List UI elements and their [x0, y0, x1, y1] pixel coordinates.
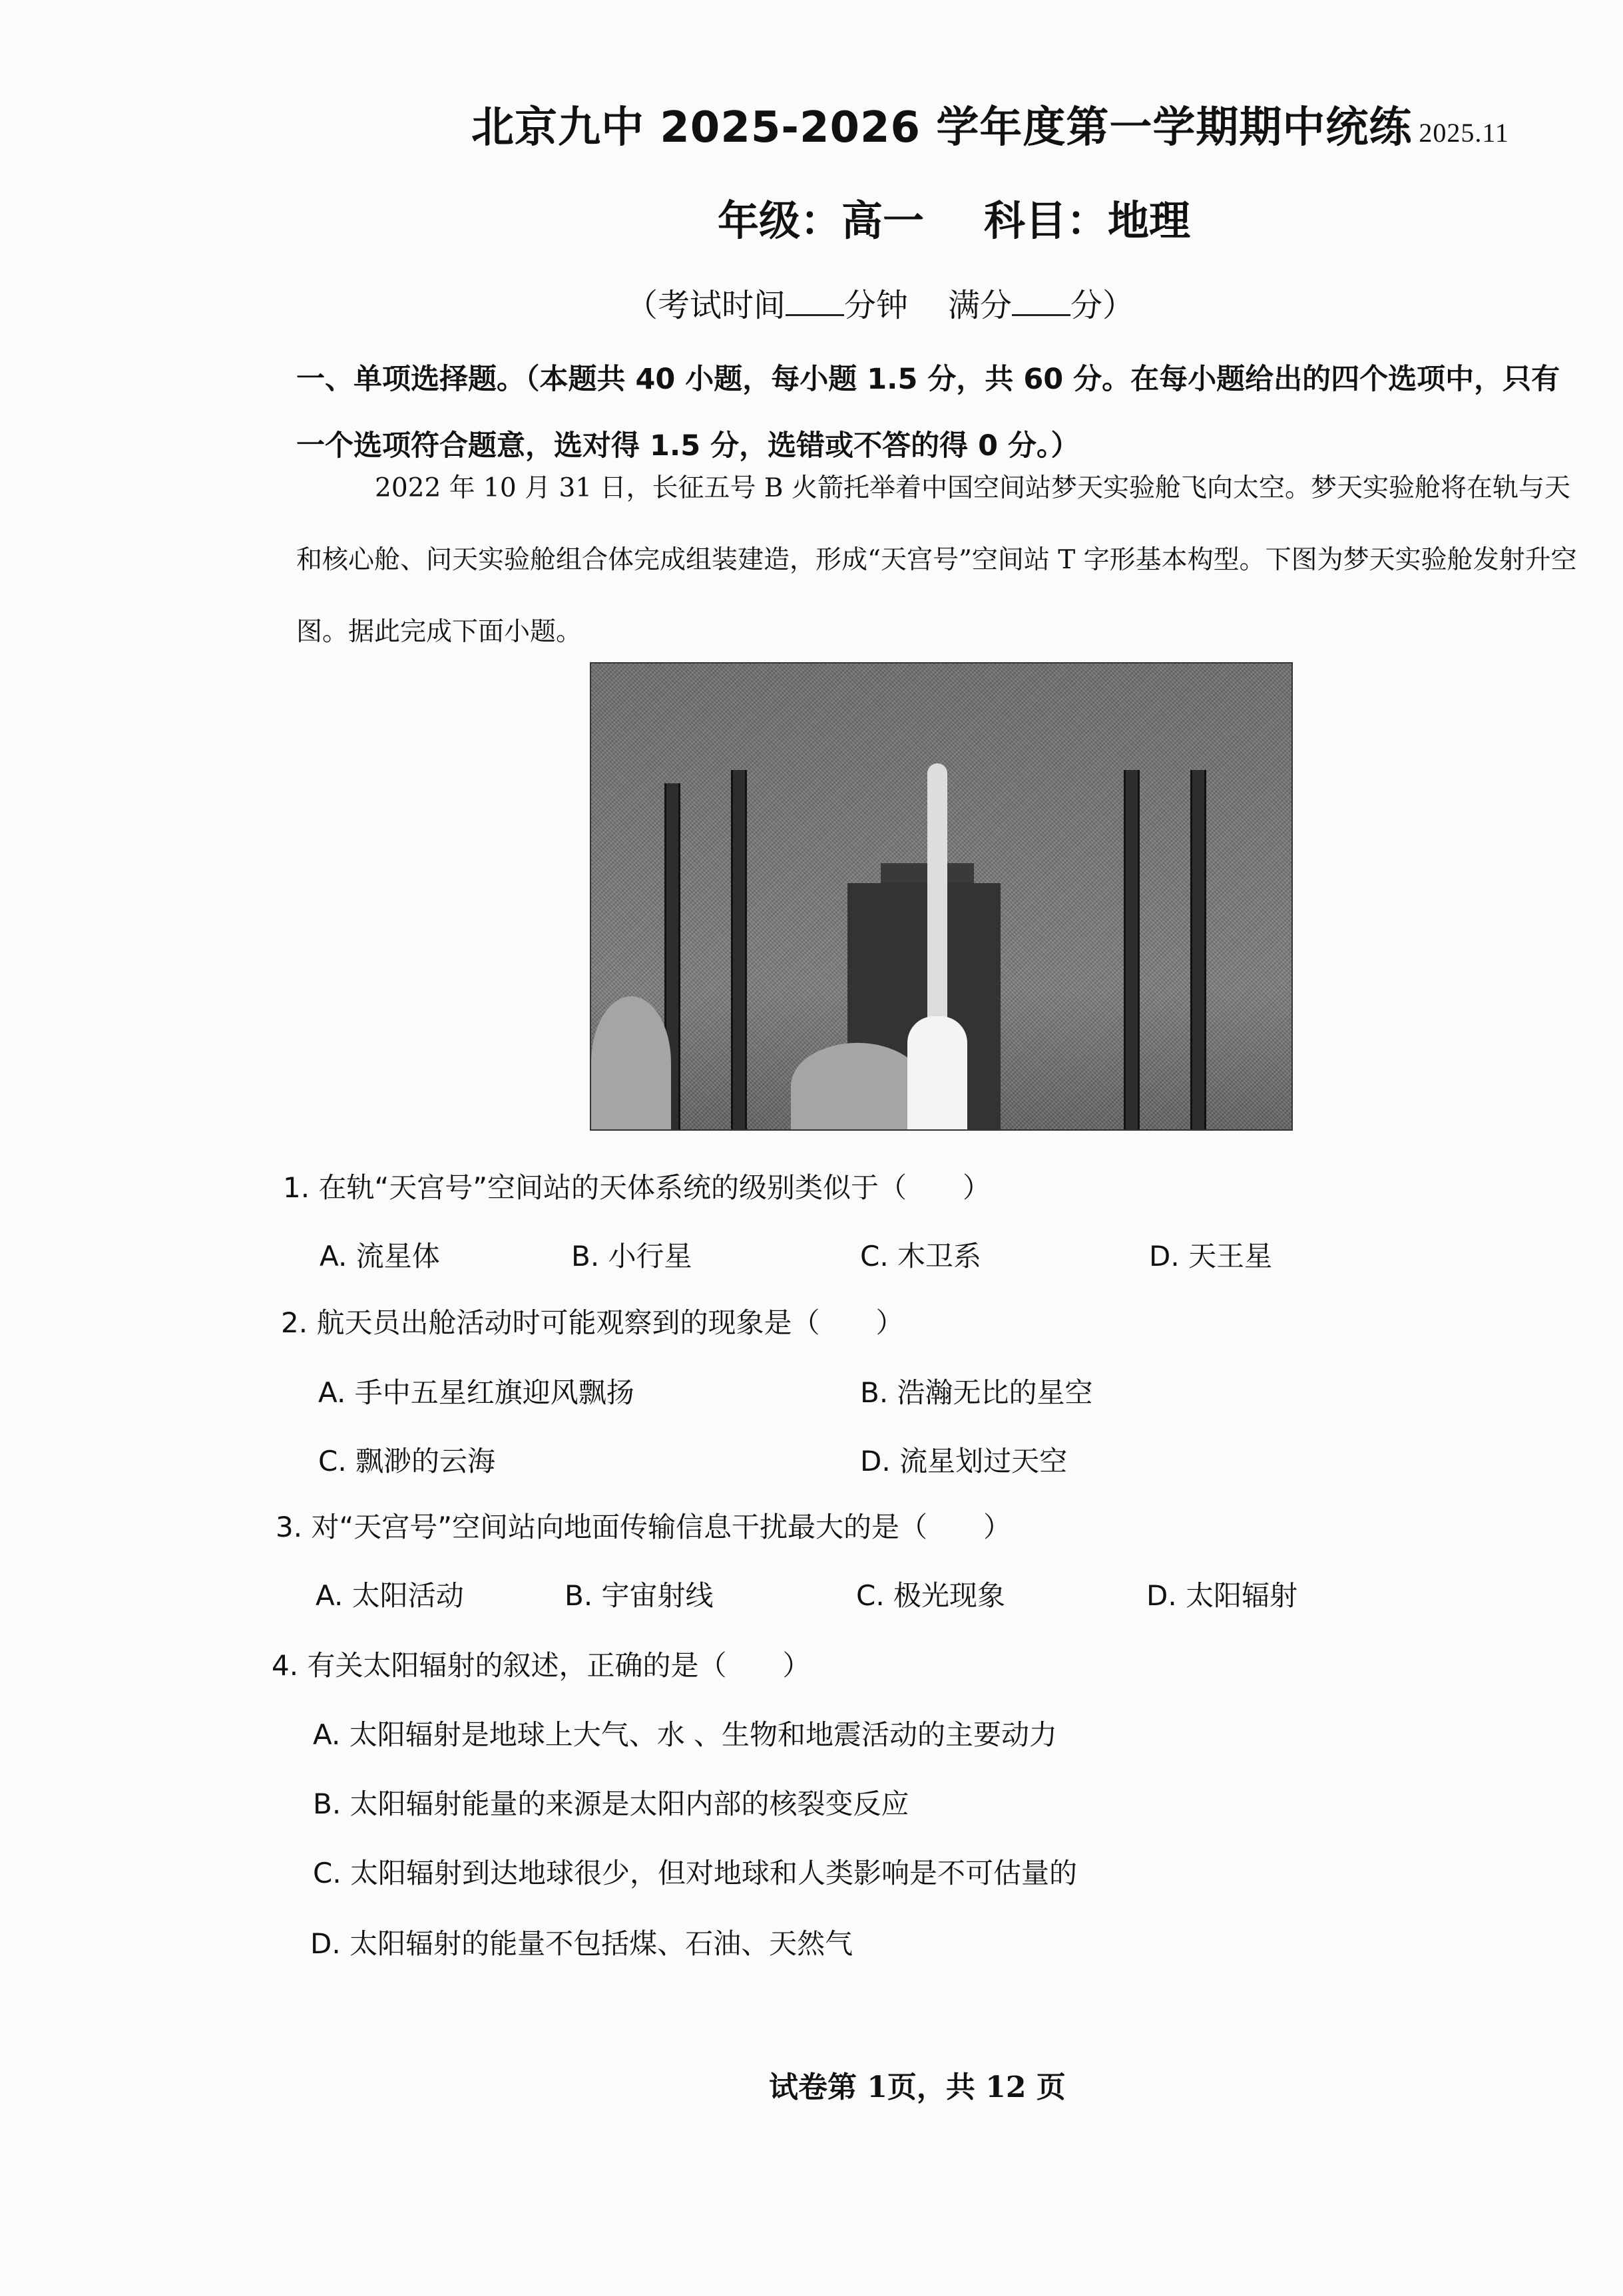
page-footer: 试卷第 1页，共 12 页 [769, 2070, 1066, 2104]
option-text: 木卫系 [897, 1240, 982, 1272]
q4-option-c[interactable] [313, 1851, 1077, 1891]
option-label: D. [1149, 1240, 1180, 1272]
option-label: D. [1146, 1579, 1177, 1612]
exam-title-text: 北京九中 2025-2026 学年度第一学期期中统练 [471, 103, 1413, 152]
question-stem: 对“天宫号”空间站向地面传输信息干扰最大的是（ ） [311, 1511, 1011, 1543]
q1-option-d[interactable] [1149, 1235, 1272, 1274]
option-label: C. [313, 1857, 342, 1889]
q3-option-d[interactable] [1146, 1574, 1297, 1614]
exam-subtitle [718, 188, 1190, 247]
question-number: 2. [281, 1306, 308, 1339]
option-text: 飘渺的云海 [355, 1445, 496, 1477]
option-label: C. [318, 1445, 347, 1477]
option-label: B. [860, 1376, 889, 1409]
rocket-launch-photo [590, 662, 1293, 1131]
exam-date: 2025.11 [1419, 118, 1509, 148]
question-number: 1. [283, 1171, 310, 1204]
q2-option-a[interactable] [318, 1371, 634, 1411]
section-heading: 一、单项选择题。（本题共 40 小题，每小题 1.5 分，共 60 分。在每小题给出的四个选项中，只有一个选项符合题意，选对得 1.5 分，选错或不答的得 0 分。） [296, 363, 1560, 463]
option-text: 宇宙射线 [601, 1579, 714, 1612]
option-text: 手中五星红旗迎风飘扬 [354, 1376, 634, 1409]
option-label: C. [856, 1579, 885, 1612]
q4-option-b[interactable] [313, 1782, 909, 1822]
full-marks-blank [1012, 285, 1070, 316]
q4-option-a[interactable] [313, 1713, 1057, 1753]
exam-info [626, 280, 1134, 325]
launch-tower-left-2 [731, 770, 747, 1129]
q2-option-d[interactable] [860, 1439, 1067, 1479]
q1-option-c[interactable] [860, 1235, 981, 1274]
option-text: 太阳辐射能量的来源是太阳内部的核裂变反应 [349, 1788, 909, 1820]
points-unit: 分） [1070, 287, 1135, 324]
option-label: D. [860, 1445, 891, 1477]
subject-label: 科目：地理 [984, 196, 1191, 245]
option-text: 太阳辐射 [1186, 1579, 1298, 1612]
option-text: 太阳辐射是地球上大气、水 、生物和地震活动的主要动力 [349, 1718, 1058, 1751]
rocket-icon [927, 763, 947, 1030]
question-stem: 有关太阳辐射的叙述，正确的是（ ） [307, 1649, 811, 1682]
q4-option-d[interactable] [310, 1922, 853, 1962]
option-text: 太阳活动 [351, 1579, 464, 1612]
question-number: 4. [272, 1649, 299, 1682]
q3-option-a[interactable] [316, 1574, 464, 1614]
q1-option-a[interactable] [320, 1235, 440, 1274]
option-text: 流星划过天空 [899, 1445, 1068, 1477]
option-label: A. [320, 1240, 348, 1272]
exam-time-blank [786, 285, 844, 316]
q3-option-b[interactable] [565, 1574, 714, 1614]
option-text: 太阳辐射的能量不包括煤、石油、天然气 [349, 1927, 853, 1960]
smoke-left [591, 996, 671, 1129]
option-label: B. [313, 1788, 342, 1820]
question-number: 3. [276, 1511, 303, 1543]
option-label: A. [313, 1718, 341, 1751]
option-text: 小行星 [608, 1240, 692, 1272]
exam-time-label: （考试时间 [626, 287, 786, 324]
option-label: A. [316, 1579, 344, 1612]
question-stem: 航天员出舱活动时可能观察到的现象是（ ） [316, 1306, 904, 1339]
question-stem: 在轨“天宫号”空间站的天体系统的级别类似于（ ） [318, 1171, 991, 1204]
exam-title [471, 93, 1509, 154]
question-4 [272, 1644, 810, 1684]
grade-label: 年级：高一 [718, 196, 925, 245]
option-label: C. [860, 1240, 889, 1272]
option-text: 浩瀚无比的星空 [897, 1376, 1093, 1409]
q2-option-b[interactable] [860, 1371, 1093, 1411]
q2-option-c[interactable] [318, 1439, 495, 1479]
launch-tower-right-1 [1124, 770, 1140, 1129]
reading-passage: 2022 年 10 月 31 日，长征五号 B 火箭托举着中国空间站梦天实验舱飞向太空。梦天实验舱将在轨与天和核心舱、问天实验舱组合体完成组装建造，形成“天宫号”空间站 T 字形基本构型。下图为梦天实验舱发射升空图。据此完成下面小题。 [296, 473, 1577, 647]
option-label: A. [318, 1376, 346, 1409]
full-marks-label: 满分 [948, 287, 1013, 324]
option-label: B. [571, 1240, 600, 1272]
option-text: 极光现象 [893, 1579, 1006, 1612]
question-2 [281, 1301, 903, 1341]
option-text: 太阳辐射到达地球很少，但对地球和人类影响是不可估量的 [350, 1857, 1078, 1889]
smoke-center [791, 1043, 924, 1129]
launch-tower-right-2 [1190, 770, 1206, 1129]
q1-option-b[interactable] [571, 1235, 692, 1274]
exhaust-plume [907, 1016, 967, 1129]
q3-option-c[interactable] [856, 1574, 1005, 1614]
question-1 [283, 1166, 991, 1206]
minutes-unit: 分钟 [844, 287, 909, 324]
option-label: B. [565, 1579, 593, 1612]
option-text: 天王星 [1188, 1240, 1273, 1272]
question-3 [276, 1505, 1011, 1545]
option-label: D. [310, 1927, 341, 1960]
option-text: 流星体 [355, 1240, 440, 1272]
